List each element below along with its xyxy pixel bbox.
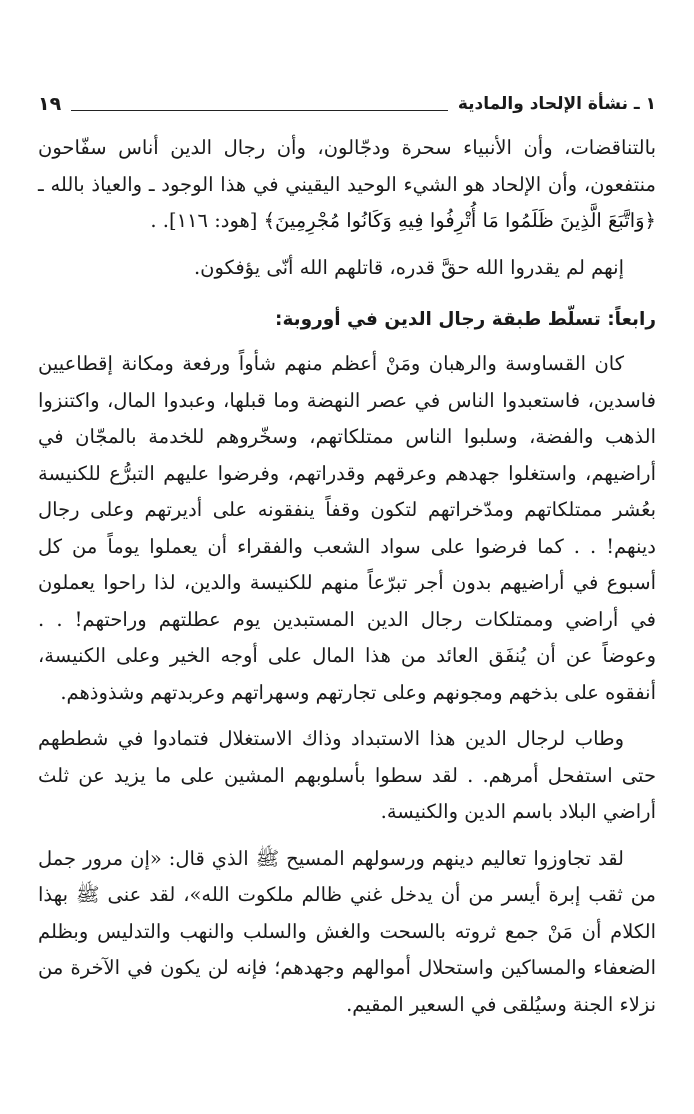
page-number: ١٩ [38,93,62,115]
intro-paragraph [38,130,656,240]
section-heading: رابعاً: تسلّط طبقة رجال الدين في أوروبة: [275,309,656,330]
quran-verse: ﴿وَاتَّبَعَ الَّذِينَ ظَلَمُوا مَا أُتْرِفُوا فِيهِ وَكَانُوا مُجْرِمِينَ﴾ [263,209,656,232]
closing-line: إنهم لم يقدروا الله حقَّ قدره، قاتلهم الله أنّى يؤفكون. [193,255,624,279]
page-body [38,130,656,1023]
verse-reference: [هود: ١١٦]. . [150,209,264,232]
paragraph-exploitation: كان القساوسة والرهبان ومَنْ أعظم منهم شأواً ورفعة ومكانة إقطاعيين فاسدين، فاستعبدوا الناس في عصر النهضة وما قبلها، وعبدوا المال، واكتنزوا الذهب والفضة، وسلبوا الناس ممتلكاتهم، وسخّروهم للخدمة بالمجّان في أراضيهم، واستغلوا جهدهم وعرقهم وقدراتهم، وفرضوا عليهم التبرُّع للكنيسة بعُشر ممتلكاتهم ومدّخراتهم لتكون وقفاً ينفقونه على أديرتهم وعلى رجال دينهم! . . كما فرضوا على سواد الشعب والفقراء أن يعملوا يوماً من كل أسبوع في أراضيهم بدون أجر تبرّعاً منهم للكنيسة والدين، لذا راحوا يعملون في أراضي وممتلكات رجال الدين المستبدين يوم عطلتهم وراحتهم! . . وعوضاً عن أن يُنفَق العائد من هذا المال على أوجه الخير وعلى الكنيسة، أنفقوه على بذخهم ومجونهم وعلى تجارتهم وسهراتهم وعربدتهم وشذوذهم. [38,352,656,704]
book-page [38,84,656,1023]
intro-text: بالتناقضات، وأن الأنبياء سحرة ودجّالون، وأن رجال الدين أناس سفّاحون منتفعون، وأن الإلحاد هو الشيء الوحيد اليقيني في هذا الوجود ـ والعياذ بالله ـ [38,136,656,196]
running-header [38,84,656,124]
paragraph-tyranny: وطاب لرجال الدين هذا الاستبداد وذاك الاستغلال فتمادوا في شططهم حتى استفحل أمرهم. . لقد سطوا بأسلوبهم المشين على ما يزيد عن ثلث أراضي البلاد باسم الدين والكنيسة. [38,727,656,823]
header-rule [71,110,448,111]
chapter-title: ١ ـ نشأة الإلحاد والمادية [457,94,656,114]
paragraph-teachings: لقد تجاوزوا تعاليم دينهم ورسولهم المسيح ﷺ الذي قال: «إن مرور جمل من ثقب إبرة أيسر من أن يدخل غني ظالم ملكوت الله»، لقد عنى ﷺ بهذا الكلام أن مَنْ جمع ثروته بالسحت والغش والسلب والنهب والتدليس وبظلم الضعفاء والمساكين واستحلال أموالهم وجهدهم؛ فإنه لن يكون في الآخرة من نزلاء الجنة وسيُلقى في السعير المقيم. [38,846,656,1016]
